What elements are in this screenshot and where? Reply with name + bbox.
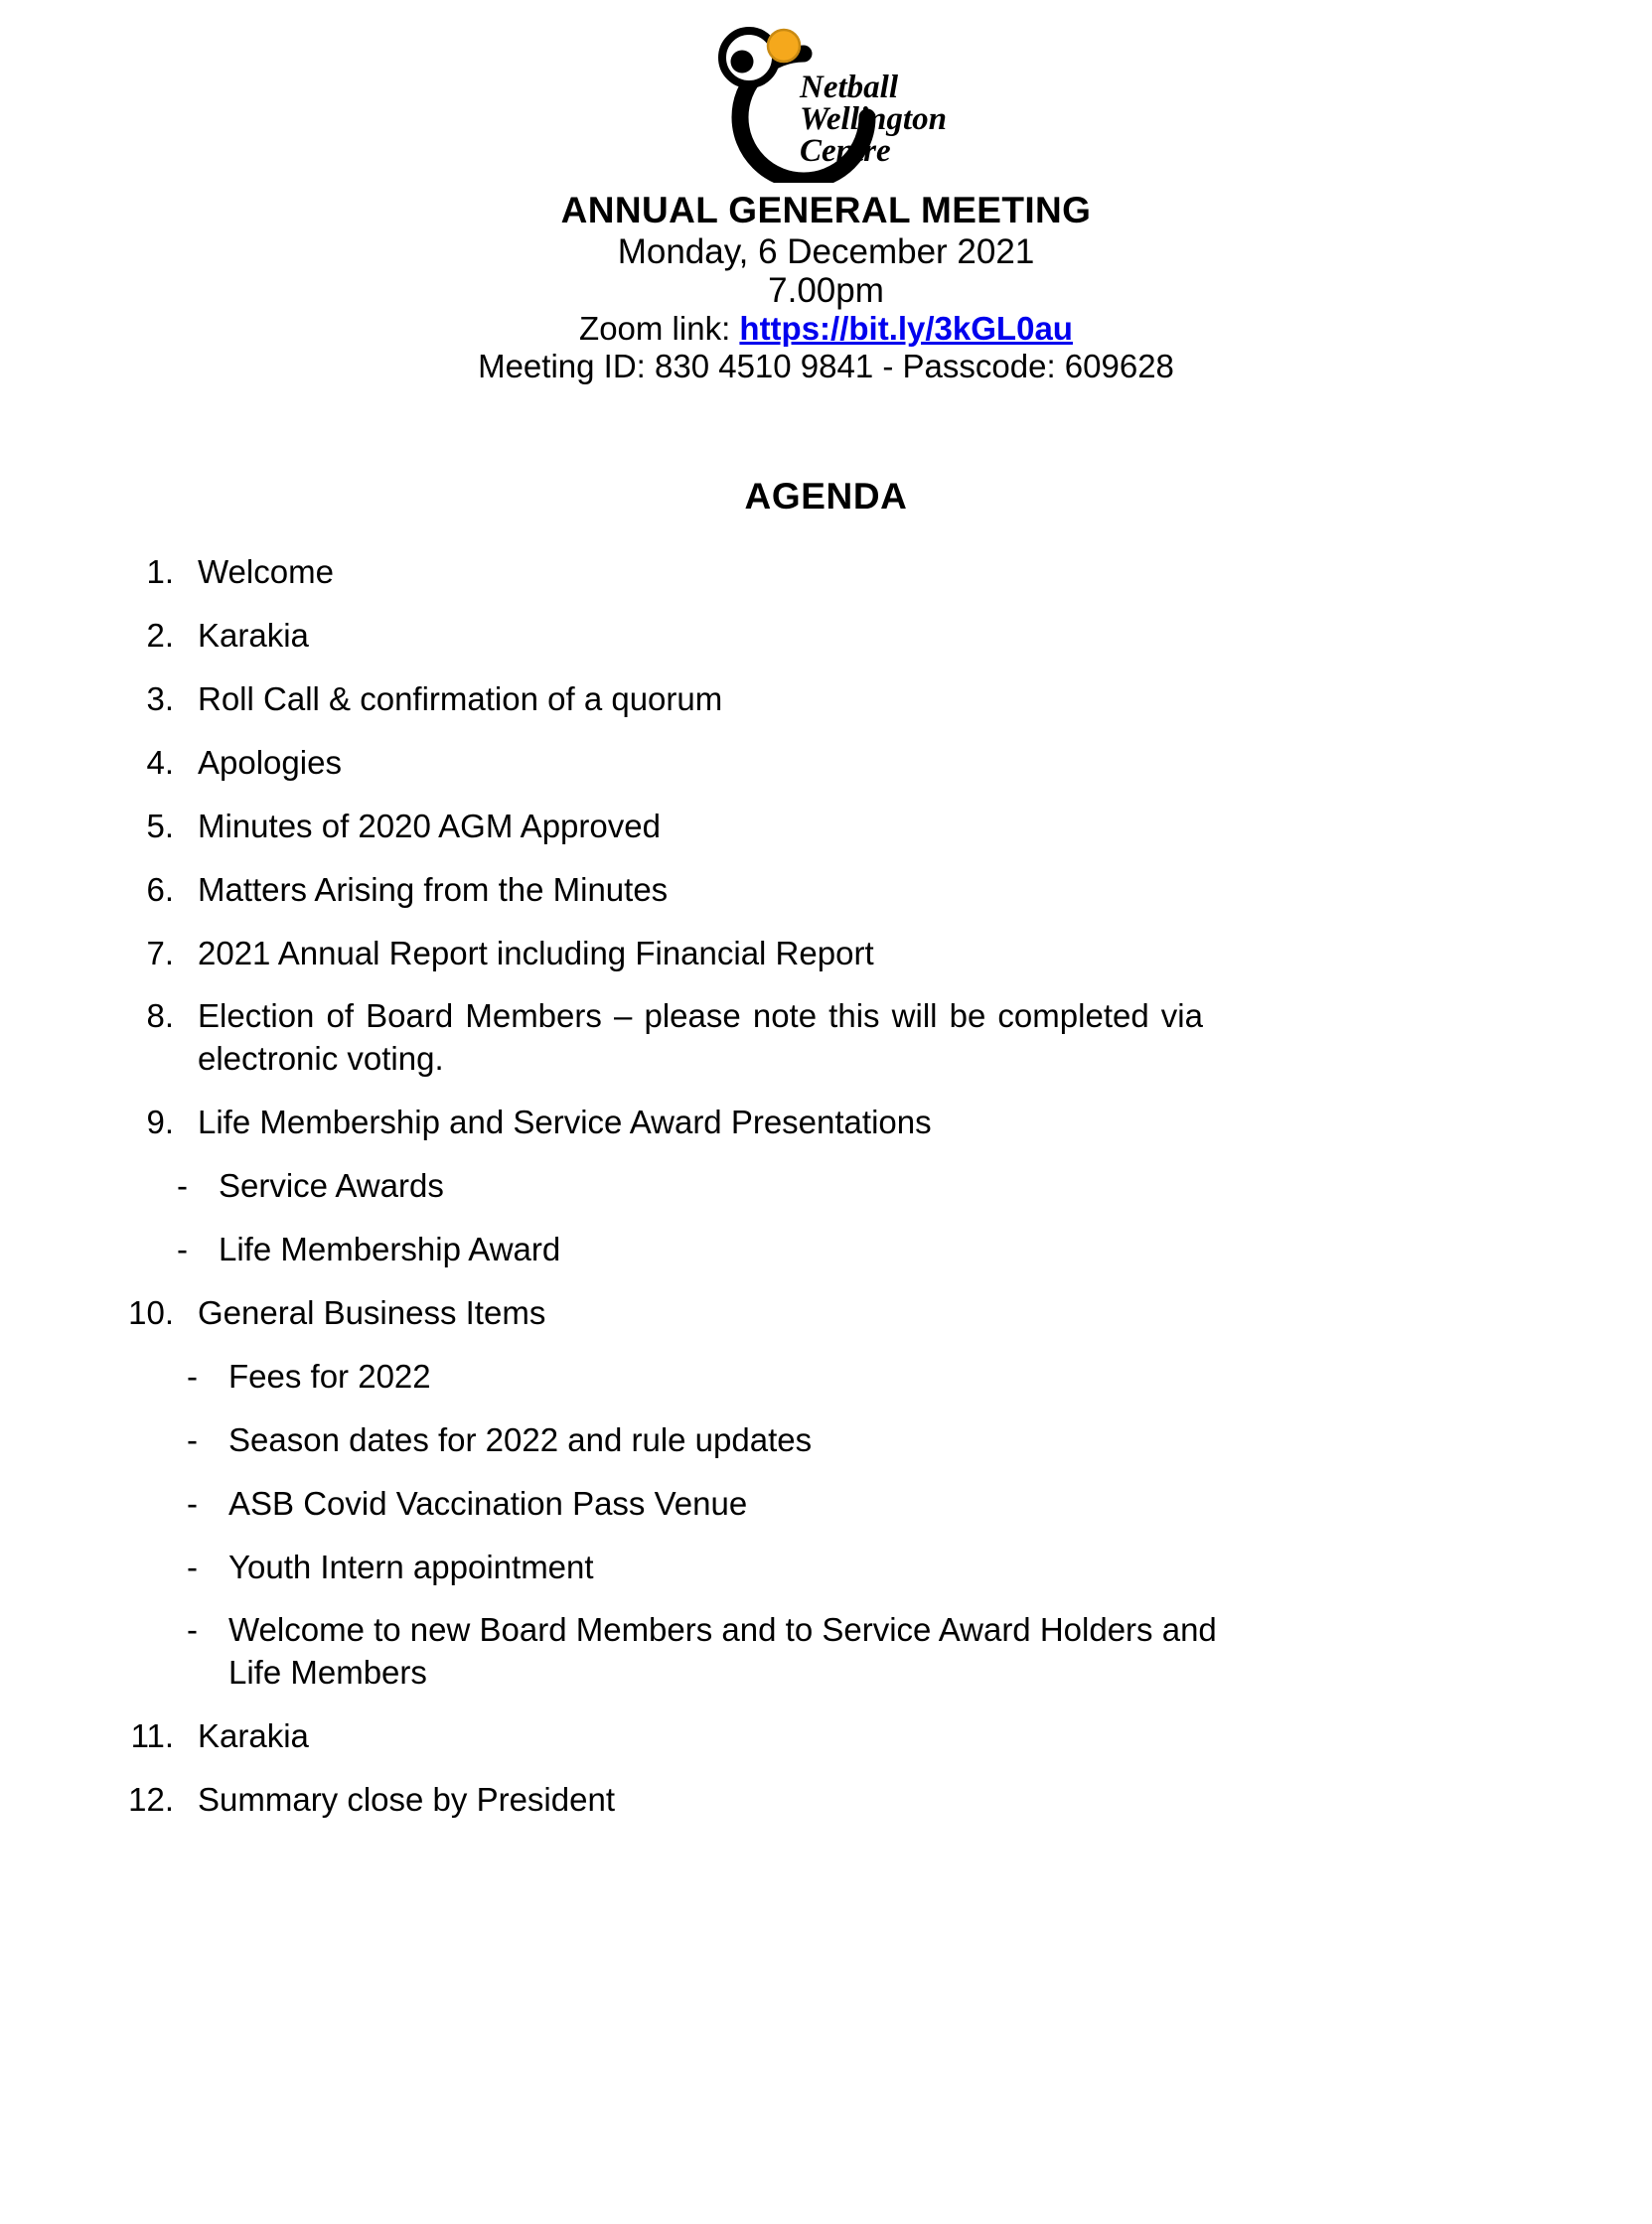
sub-item-label: Season dates for 2022 and rule updates — [228, 1420, 813, 1458]
page-title: ANNUAL GENERAL MEETING — [560, 190, 1092, 230]
agenda-item-label: Apologies — [198, 743, 342, 781]
sub-item-label: Youth Intern appointment — [228, 1548, 594, 1585]
agenda-item-number: 11. — [130, 1717, 174, 1755]
agenda-item-label: Karakia — [198, 617, 309, 655]
sub-item-youth-intern-appointment — [0, 1547, 1573, 1589]
sub-item-label: Life Membership Award — [219, 1231, 561, 1268]
sub-item-label: Welcome to new Board Members and to Service Award Holders and Life Members — [228, 1611, 1217, 1692]
agenda-item-label: Welcome — [198, 553, 334, 591]
agenda-item-6 — [0, 869, 1573, 912]
bullet-dash: - — [177, 1231, 188, 1268]
sub-item-fees-2022 — [0, 1356, 1573, 1399]
agenda-item-number: 2. — [146, 617, 174, 655]
agenda-item-11 — [0, 1715, 1573, 1758]
agenda-item-number: 7. — [146, 934, 174, 971]
agenda-item-4 — [0, 742, 1573, 785]
meeting-date: Monday, 6 December 2021 — [617, 231, 1035, 271]
sub-item-welcome-new-board-members — [0, 1609, 1573, 1695]
agenda-item-5 — [0, 806, 1573, 848]
sub-item-label: Fees for 2022 — [228, 1357, 431, 1395]
agenda-item-number: 6. — [146, 870, 174, 908]
agenda-item-label: Election of Board Members – please note this will be completed via electronic voting. — [198, 997, 1203, 1078]
agenda-item-label: Life Membership and Service Award Presentations — [198, 1104, 932, 1141]
agenda-item-label: Roll Call & confirmation of a quorum — [198, 680, 723, 718]
logo-gold-ball — [768, 30, 800, 62]
bullet-dash: - — [187, 1420, 198, 1458]
sub-item-label: Service Awards — [219, 1167, 444, 1205]
agenda-item-number: 5. — [146, 807, 174, 844]
agenda-item-8 — [0, 995, 1573, 1081]
zoom-meeting-link[interactable]: https://bit.ly/3kGL0au — [739, 310, 1073, 348]
agenda-item-number: 1. — [146, 553, 174, 591]
sub-item-service-awards — [0, 1165, 1573, 1208]
sub-item-life-membership-award — [0, 1229, 1573, 1271]
bullet-dash: - — [187, 1611, 198, 1649]
agenda-item-number: 12. — [128, 1781, 174, 1819]
agenda-item-10-sub-list — [0, 1356, 1573, 1695]
agenda-list — [0, 518, 1652, 1822]
bullet-dash: - — [187, 1357, 198, 1395]
agenda-item-label: 2021 Annual Report including Financial Report — [198, 934, 874, 971]
agenda-item-9-sub-list — [0, 1165, 1573, 1271]
logo-graphic — [692, 24, 961, 183]
sub-item-season-dates — [0, 1419, 1573, 1462]
agenda-heading: AGENDA — [744, 476, 908, 518]
sub-item-label: ASB Covid Vaccination Pass Venue — [228, 1484, 748, 1522]
agenda-item-number: 3. — [146, 680, 174, 718]
logo-inner-dot — [730, 51, 753, 74]
logo-word-centre: Centre — [799, 133, 891, 169]
zoom-link-label: Zoom link: — [579, 310, 740, 348]
agenda-item-number: 4. — [146, 743, 174, 781]
agenda-item-2 — [0, 615, 1573, 658]
agenda-item-12 — [0, 1779, 1573, 1822]
logo-word-wellington: Wellington — [799, 101, 947, 137]
meeting-id-passcode: Meeting ID: 830 4510 9841 - Passcode: 609628 — [478, 347, 1174, 384]
agenda-item-label: Summary close by President — [198, 1781, 615, 1819]
agenda-item-label: General Business Items — [198, 1293, 546, 1331]
agenda-item-label: Karakia — [198, 1717, 309, 1755]
agenda-item-label: Minutes of 2020 AGM Approved — [198, 807, 661, 844]
meeting-time: 7.00pm — [768, 270, 884, 310]
agenda-item-10 — [0, 1292, 1573, 1335]
agenda-item-number: 10. — [128, 1293, 174, 1331]
zoom-link-line — [0, 310, 1652, 348]
logo-word-netball: Netball — [799, 70, 898, 105]
logo-block — [0, 0, 1652, 183]
agenda-item-9 — [0, 1102, 1573, 1144]
bullet-dash: - — [187, 1484, 198, 1522]
netball-wellington-centre-logo — [692, 24, 961, 183]
agenda-item-7 — [0, 933, 1573, 975]
document-header — [0, 189, 1652, 384]
agenda-item-1 — [0, 551, 1573, 594]
bullet-dash: - — [187, 1548, 198, 1585]
bullet-dash: - — [177, 1167, 188, 1205]
agenda-item-number: 9. — [146, 1104, 174, 1141]
agenda-item-label: Matters Arising from the Minutes — [198, 870, 669, 908]
agenda-item-3 — [0, 678, 1573, 721]
sub-item-asb-covid-pass-venue — [0, 1483, 1573, 1526]
agenda-item-number: 8. — [146, 997, 174, 1035]
